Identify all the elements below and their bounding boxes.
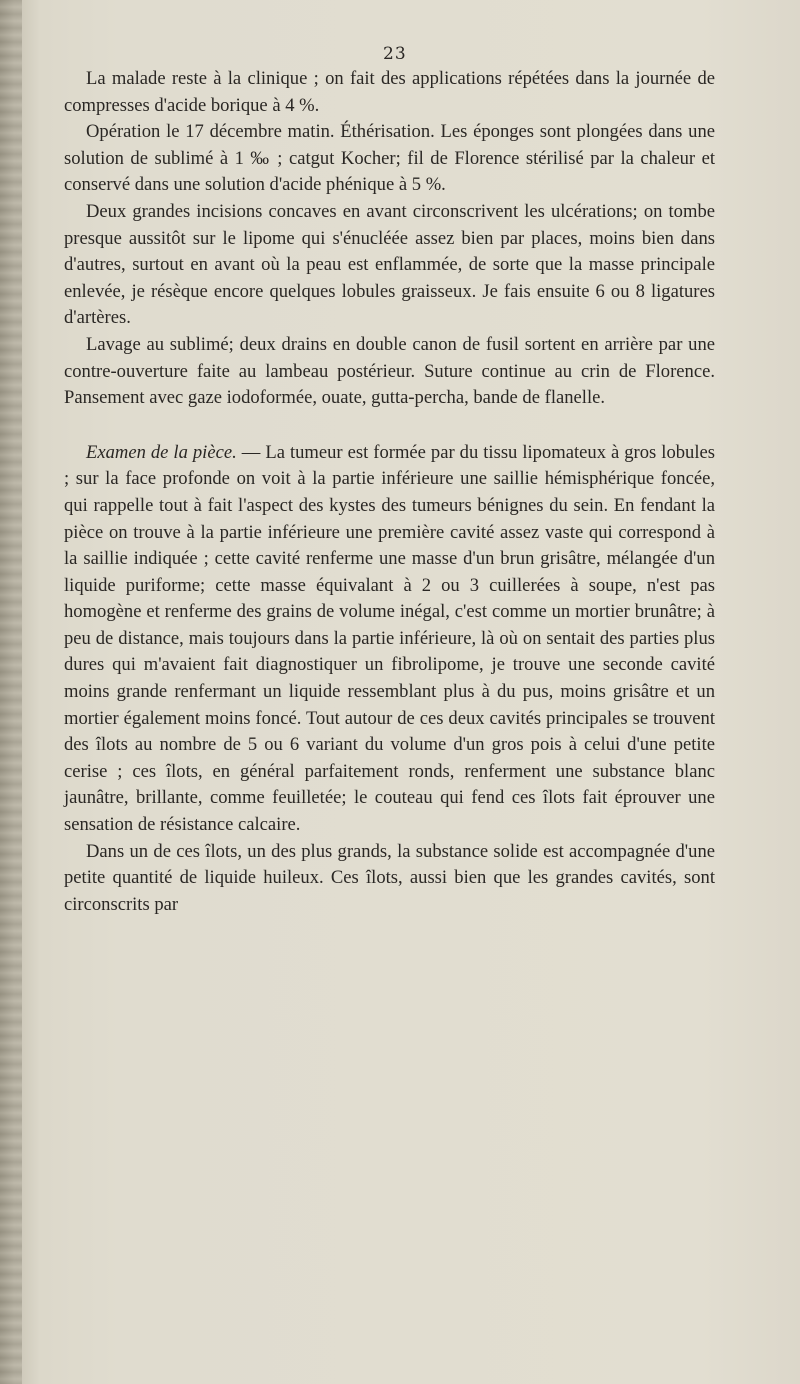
paragraph-ilots: Dans un de ces îlots, un des plus grands, la substance solide est accompagnée d'une petite quantité de liquide huileux. Ces îlots, aussi bien que les grandes cavités, sont circonscrits par xyxy=(64,840,715,915)
paragraph-examen xyxy=(64,440,715,839)
paragraph-examen-text: — La tumeur est formée par du tissu lipomateux à gros lobules ; sur la face profonde on voit à la partie inférieure une saillie hémisphérique foncée, qui rappelle tout à fait l'aspect des kystes des tumeurs bénignes du sein. En fendant la pièce on trouve à la partie inférieure une première cavité assez vaste qui correspond à la saillie indiquée ; cette cavité renferme une masse d'un brun grisâtre, mélangée d'un liquide puriforme; cette masse équivalant à 2 ou 3 cuillerées à soupe, n'est pas homogène et renferme des grains de volume inégal, c'est comme un mortier brunâtre; à peu de distance, mais toujours dans la partie inférieure, là où on sentait des parties plus dures qui m'avaient fait diagnostiquer un fibrolipome, je trouve une seconde cavité moins grande renfermant un liquide ressemblant plus à du pus, moins grisâtre et un mortier également moins foncé. Tout autour de ces deux cavités principales se trouvent des îlots au nombre de 5 ou 6 variant du volume d'un gros pois à celui d'une petite cerise ; ces îlots, en général parfaitement ronds, renferment une substance blanc jaunâtre, brillante, comme feuilletée; le couteau qui fend ces îlots fait éprouver une sensation de résistance calcaire. xyxy=(64,441,715,836)
paragraph-incisions: Deux grandes incisions concaves en avant circonscrivent les ulcérations; on tombe presque aussitôt sur le lipome qui s'énucléée assez bien par places, moins bien dans d'autres, surtout en avant où la peau est enflammée, de sorte que la masse principale enlevée, je résèque encore quelques lobules graisseux. Je fais ensuite 6 ou 8 ligatures d'artères. xyxy=(64,200,715,329)
page-number: 23 xyxy=(383,44,407,64)
paragraph-lavage: Lavage au sublimé; deux drains en double canon de fusil sortent en arrière par une contre-ouverture faite au lambeau postérieur. Suture continue au crin de Florence. Pansement avec gaze iodoformée, ouate, gutta-percha, bande de flanelle. xyxy=(64,333,715,409)
page-binding-shadow xyxy=(0,0,22,1384)
section-heading: Examen de la pièce. xyxy=(86,441,237,463)
paragraph-postop: La malade reste à la clinique ; on fait des applications répétées dans la journée de compresses d'acide borique à 4 %. xyxy=(64,68,715,116)
body-text xyxy=(64,66,715,918)
paragraph-operation: Opération le 17 décembre matin. Éthérisation. Les éponges sont plongées dans une solution de sublimé à 1 ‰ ; catgut Kocher; fil de Florence stérilisé par la chaleur et conservé dans une solution d'acide phénique à 5 %. xyxy=(64,121,715,196)
